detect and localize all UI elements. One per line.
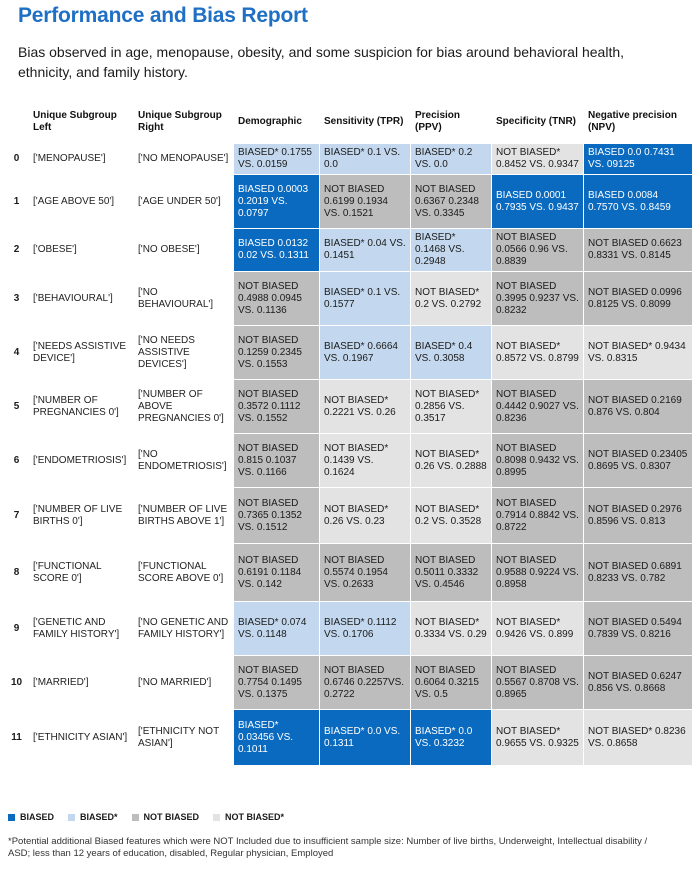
demographic-cell: NOT BIASED 0.7365 0.1352 VS. 0.1512 <box>234 488 320 544</box>
table-row <box>5 656 693 710</box>
subgroup-right-cell: ['NUMBER OF LIVE BIRTHS ABOVE 1'] <box>134 488 234 544</box>
precision-cell: NOT BIASED 0.6064 0.3215 VS. 0.5 <box>411 656 492 710</box>
subgroup-right-cell: ['NO MARRIED'] <box>134 656 234 710</box>
table-header-row <box>5 101 693 144</box>
precision-cell: NOT BIASED* 0.3334 VS. 0.29 <box>411 602 492 656</box>
legend-item <box>132 812 200 822</box>
subgroup-left-cell: ['GENETIC AND FAMILY HISTORY'] <box>29 602 134 656</box>
npv-cell: NOT BIASED 0.2976 0.8596 VS. 0.813 <box>584 488 693 544</box>
demographic-cell: BIASED 0.0132 0.02 VS. 0.1311 <box>234 229 320 272</box>
table-row <box>5 326 693 380</box>
specificity-cell: NOT BIASED 0.7914 0.8842 VS. 0.8722 <box>492 488 584 544</box>
table-row <box>5 434 693 488</box>
legend-label: NOT BIASED <box>143 812 200 822</box>
table-row <box>5 175 693 229</box>
legend-swatch <box>68 814 75 821</box>
subgroup-right-cell: ['NO MENOPAUSE'] <box>134 144 234 175</box>
precision-cell: BIASED* 0.1468 VS. 0.2948 <box>411 229 492 272</box>
row-index: 11 <box>5 710 29 766</box>
precision-cell: NOT BIASED 0.6367 0.2348 VS. 0.3345 <box>411 175 492 229</box>
npv-cell: NOT BIASED 0.6247 0.856 VS. 0.8668 <box>584 656 693 710</box>
demographic-cell: BIASED* 0.074 VS. 0.1148 <box>234 602 320 656</box>
subgroup-right-cell: ['NO BEHAVIOURAL'] <box>134 272 234 326</box>
legend-swatch <box>213 814 220 821</box>
sensitivity-cell: BIASED* 0.6664 VS. 0.1967 <box>320 326 411 380</box>
sensitivity-cell: NOT BIASED* 0.1439 VS. 0.1624 <box>320 434 411 488</box>
sensitivity-cell: NOT BIASED 0.6199 0.1934 VS. 0.1521 <box>320 175 411 229</box>
subgroup-right-cell: ['NO GENETIC AND FAMILY HISTORY'] <box>134 602 234 656</box>
legend-label: BIASED* <box>80 812 118 822</box>
demographic-cell: NOT BIASED 0.3572 0.1112 VS. 0.1552 <box>234 380 320 434</box>
legend-item <box>68 812 118 822</box>
table-row <box>5 488 693 544</box>
legend-item <box>8 812 54 822</box>
subgroup-right-cell: ['NUMBER OF ABOVE PREGNANCIES 0'] <box>134 380 234 434</box>
npv-cell: NOT BIASED 0.0996 0.8125 VS. 0.8099 <box>584 272 693 326</box>
legend-label: NOT BIASED* <box>225 812 285 822</box>
subgroup-left-cell: ['ETHNICITY ASIAN'] <box>29 710 134 766</box>
subgroup-left-cell: ['MENOPAUSE'] <box>29 144 134 175</box>
table-row <box>5 380 693 434</box>
demographic-cell: NOT BIASED 0.1259 0.2345 VS. 0.1553 <box>234 326 320 380</box>
bias-table <box>4 100 693 766</box>
subgroup-left-cell: ['AGE ABOVE 50'] <box>29 175 134 229</box>
demographic-cell: BIASED* 0.03456 VS. 0.1011 <box>234 710 320 766</box>
precision-cell: NOT BIASED 0.5011 0.3332 VS. 0.4546 <box>411 544 492 602</box>
sensitivity-cell: BIASED* 0.1112 VS. 0.1706 <box>320 602 411 656</box>
demographic-cell: NOT BIASED 0.815 0.1037 VS. 0.1166 <box>234 434 320 488</box>
legend-swatch <box>132 814 139 821</box>
report-subtitle: Bias observed in age, menopause, obesity, and some suspicion for bias around behavioral health, ethnicity, and family history. <box>18 44 625 80</box>
row-index: 9 <box>5 602 29 656</box>
specificity-cell: NOT BIASED* 0.9426 VS. 0.899 <box>492 602 584 656</box>
precision-cell: NOT BIASED* 0.2856 VS. 0.3517 <box>411 380 492 434</box>
subgroup-left-cell: ['NUMBER OF PREGNANCIES 0'] <box>29 380 134 434</box>
demographic-cell: NOT BIASED 0.7754 0.1495 VS. 0.1375 <box>234 656 320 710</box>
header-demographic: Demographic <box>234 101 320 144</box>
legend-item <box>213 812 284 822</box>
table-row <box>5 710 693 766</box>
subgroup-right-cell: ['AGE UNDER 50'] <box>134 175 234 229</box>
table-row <box>5 602 693 656</box>
sensitivity-cell: BIASED* 0.1 VS. 0.0 <box>320 144 411 175</box>
npv-cell: NOT BIASED* 0.9434 VS. 0.8315 <box>584 326 693 380</box>
row-index: 4 <box>5 326 29 380</box>
precision-cell: BIASED* 0.4 VS. 0.3058 <box>411 326 492 380</box>
npv-cell: NOT BIASED* 0.8236 VS. 0.8658 <box>584 710 693 766</box>
specificity-cell: NOT BIASED* 0.9655 VS. 0.9325 <box>492 710 584 766</box>
legend-label: BIASED <box>20 812 55 822</box>
npv-cell: NOT BIASED 0.2169 0.876 VS. 0.804 <box>584 380 693 434</box>
report-title: Performance and Bias Report <box>18 4 308 27</box>
table-row <box>5 272 693 326</box>
precision-cell: BIASED* 0.0 VS. 0.3232 <box>411 710 492 766</box>
row-index: 8 <box>5 544 29 602</box>
subgroup-left-cell: ['ENDOMETRIOSIS'] <box>29 434 134 488</box>
precision-cell: NOT BIASED* 0.26 VS. 0.2888 <box>411 434 492 488</box>
row-index: 7 <box>5 488 29 544</box>
npv-cell: NOT BIASED 0.6891 0.8233 VS. 0.782 <box>584 544 693 602</box>
header-npv: Negative precision (NPV) <box>584 101 693 144</box>
subgroup-right-cell: ['NO OBESE'] <box>134 229 234 272</box>
row-index: 6 <box>5 434 29 488</box>
subgroup-right-cell: ['ETHNICITY NOT ASIAN'] <box>134 710 234 766</box>
subgroup-left-cell: ['NEEDS ASSISTIVE DEVICE'] <box>29 326 134 380</box>
row-index: 3 <box>5 272 29 326</box>
row-index: 10 <box>5 656 29 710</box>
subgroup-right-cell: ['FUNCTIONAL SCORE ABOVE 0'] <box>134 544 234 602</box>
specificity-cell: NOT BIASED 0.4442 0.9027 VS. 0.8236 <box>492 380 584 434</box>
subgroup-right-cell: ['NO NEEDS ASSISTIVE DEVICES'] <box>134 326 234 380</box>
footnote: *Potential additional Biased features which were NOT Included due to insufficient sample size: Number of live births, Underweight, Intellectual disability / ASD; less than 12 years of education, disabled, Regular physician, Employed <box>8 836 648 859</box>
subgroup-left-cell: ['MARRIED'] <box>29 656 134 710</box>
precision-cell: BIASED* 0.2 VS. 0.0 <box>411 144 492 175</box>
header-precision: Precision (PPV) <box>411 101 492 144</box>
npv-cell: NOT BIASED 0.23405 0.8695 VS. 0.8307 <box>584 434 693 488</box>
header-specificity: Specificity (TNR) <box>492 101 584 144</box>
subgroup-left-cell: ['FUNCTIONAL SCORE 0'] <box>29 544 134 602</box>
demographic-cell: NOT BIASED 0.6191 0.1184 VS. 0.142 <box>234 544 320 602</box>
table-row <box>5 229 693 272</box>
subgroup-left-cell: ['BEHAVIOURAL'] <box>29 272 134 326</box>
precision-cell: NOT BIASED* 0.2 VS. 0.2792 <box>411 272 492 326</box>
table-row <box>5 144 693 175</box>
sensitivity-cell: BIASED* 0.04 VS. 0.1451 <box>320 229 411 272</box>
subgroup-right-cell: ['NO ENDOMETRIOSIS'] <box>134 434 234 488</box>
header-subgroup-right: Unique Subgroup Right <box>134 101 234 144</box>
row-index: 2 <box>5 229 29 272</box>
specificity-cell: NOT BIASED 0.8098 0.9432 VS. 0.8995 <box>492 434 584 488</box>
demographic-cell: BIASED 0.0003 0.2019 VS. 0.0797 <box>234 175 320 229</box>
specificity-cell: NOT BIASED* 0.8572 VS. 0.8799 <box>492 326 584 380</box>
sensitivity-cell: NOT BIASED 0.6746 0.2257VS. 0.2722 <box>320 656 411 710</box>
sensitivity-cell: BIASED* 0.0 VS. 0.1311 <box>320 710 411 766</box>
npv-cell: BIASED 0.0 0.7431 VS. 09125 <box>584 144 693 175</box>
specificity-cell: NOT BIASED 0.3995 0.9237 VS. 0.8232 <box>492 272 584 326</box>
precision-cell: NOT BIASED* 0.2 VS. 0.3528 <box>411 488 492 544</box>
row-index: 1 <box>5 175 29 229</box>
specificity-cell: NOT BIASED* 0.8452 VS. 0.9347 <box>492 144 584 175</box>
table-body <box>5 144 693 766</box>
sensitivity-cell: BIASED* 0.1 VS. 0.1577 <box>320 272 411 326</box>
header-sensitivity: Sensitivity (TPR) <box>320 101 411 144</box>
sensitivity-cell: NOT BIASED* 0.26 VS. 0.23 <box>320 488 411 544</box>
specificity-cell: NOT BIASED 0.0566 0.96 VS. 0.8839 <box>492 229 584 272</box>
subgroup-left-cell: ['OBESE'] <box>29 229 134 272</box>
specificity-cell: NOT BIASED 0.9588 0.9224 VS. 0.8958 <box>492 544 584 602</box>
npv-cell: NOT BIASED 0.6623 0.8331 VS. 0.8145 <box>584 229 693 272</box>
legend-swatch <box>8 814 15 821</box>
sensitivity-cell: NOT BIASED* 0.2221 VS. 0.26 <box>320 380 411 434</box>
header-subgroup-left: Unique Subgroup Left <box>29 101 134 144</box>
demographic-cell: NOT BIASED 0.4988 0.0945 VS. 0.1136 <box>234 272 320 326</box>
sensitivity-cell: NOT BIASED 0.5574 0.1954 VS. 0.2633 <box>320 544 411 602</box>
specificity-cell: NOT BIASED 0.5567 0.8708 VS. 0.8965 <box>492 656 584 710</box>
specificity-cell: BIASED 0.0001 0.7935 VS. 0.9437 <box>492 175 584 229</box>
npv-cell: BIASED 0.0084 0.7570 VS. 0.8459 <box>584 175 693 229</box>
demographic-cell: BIASED* 0.1755 VS. 0.0159 <box>234 144 320 175</box>
row-index: 0 <box>5 144 29 175</box>
npv-cell: NOT BIASED 0.5494 0.7839 VS. 0.8216 <box>584 602 693 656</box>
table-row <box>5 544 693 602</box>
subgroup-left-cell: ['NUMBER OF LIVE BIRTHS 0'] <box>29 488 134 544</box>
legend <box>8 812 284 822</box>
header-index <box>5 101 29 144</box>
row-index: 5 <box>5 380 29 434</box>
